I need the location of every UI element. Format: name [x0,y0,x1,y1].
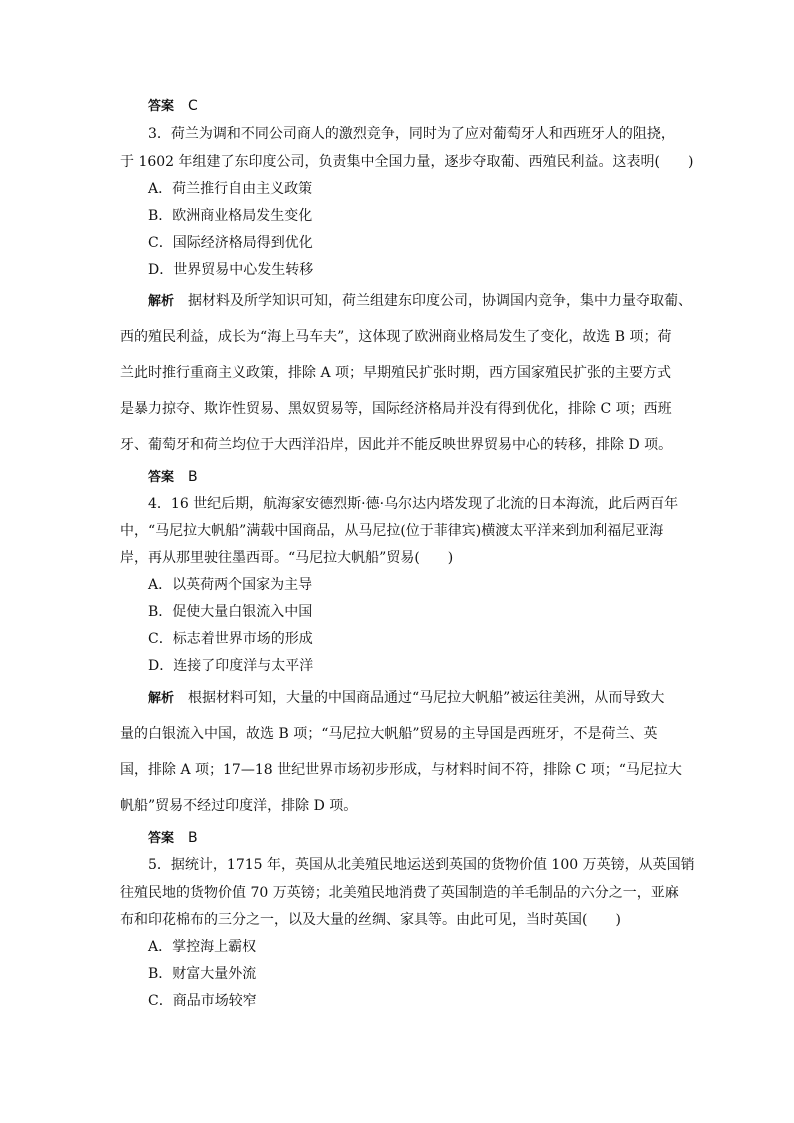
q4-option-b: B．促使大量白银流入中国 [148,604,313,620]
q3-analysis-line-3: 兰此时推行重商主义政策，排除 A 项；早期殖民扩张时期，西方国家殖民扩张的主要方式 [120,365,672,381]
q4-analysis-line-1 [148,688,664,709]
q4-stem-line-3: 岸，再从那里驶往墨西哥。“马尼拉大帆船”贸易( ) [120,550,454,566]
q3-answer-line [148,467,198,488]
q4-option-c: C．标志着世界市场的形成 [148,631,313,647]
q3-option-a: A．荷兰推行自由主义政策 [148,181,313,197]
q5-option-c: C．商品市场较窄 [148,993,257,1009]
analysis-label: 解析 [148,294,175,309]
q4-analysis-line-3: 国，排除 A 项；17—18 世纪世界市场初步形成，与材料时间不符，排除 C 项；“马尼拉大 [120,762,682,778]
q5-stem-line-3: 布和印花棉布的三分之一，以及大量的丝绸、家具等。由此可见，当时英国( ) [120,912,621,928]
q3-analysis-line-1 [148,291,692,312]
analysis-text: 根据材料可知，大量的中国商品通过“马尼拉大帆船”被运往美洲，从而导致大 [188,690,665,706]
q2-answer-line [148,96,198,117]
q3-analysis-line-4: 是暴力掠夺、欺诈性贸易、黑奴贸易等，国际经济格局并没有得到优化，排除 C 项；西班 [120,401,672,417]
q4-option-d: D．连接了印度洋与太平洋 [148,658,314,674]
q4-answer-line [148,828,198,849]
q5-stem-line-2: 往殖民地的货物价值 70 万英镑；北美殖民地消费了英国制造的羊毛制品的六分之一，亚麻 [120,885,679,901]
q4-analysis-line-2: 量的白银流入中国，故选 B 项；“马尼拉大帆船”贸易的主导国是西班牙，不是荷兰、英 [120,726,658,742]
answer-value: C [188,98,198,114]
q3-analysis-line-5: 牙、葡萄牙和荷兰均位于大西洋沿岸，因此并不能反映世界贸易中心的转移，排除 D 项。 [120,437,673,453]
answer-value: B [188,469,198,485]
answer-label: 答案 [148,99,175,114]
q4-option-a: A．以英荷两个国家为主导 [148,577,313,593]
q3-option-c: C．国际经济格局得到优化 [148,235,313,251]
q4-stem-line-1: 4．16 世纪后期，航海家安德烈斯·德·乌尔达内塔发现了北流的日本海流，此后两百年 [148,496,679,512]
q4-stem-line-2: 中，“马尼拉大帆船”满载中国商品，从马尼拉(位于菲律宾)横渡太平洋来到加利福尼亚海 [120,523,664,539]
answer-label: 答案 [148,831,175,846]
q4-analysis-line-4: 帆船”贸易不经过印度洋，排除 D 项。 [120,798,358,814]
answer-value: B [188,830,198,846]
analysis-label: 解析 [148,691,175,706]
q3-option-d: D．世界贸易中心发生转移 [148,262,314,278]
q5-stem-line-1: 5．据统计，1715 年，英国从北美殖民地运送到英国的货物价值 100 万英镑，从英国销 [148,857,695,873]
q5-option-b: B．财富大量外流 [148,966,257,982]
q3-stem-line-2: 于 1602 年组建了东印度公司，负责集中全国力量，逐步夺取葡、西殖民利益。这表明( ) [120,154,694,170]
q3-analysis-line-2: 西的殖民利益，成长为“海上马车夫”，这体现了欧洲商业格局发生了变化，故选 B 项；荷 [120,329,672,345]
answer-label: 答案 [148,470,175,485]
analysis-text: 据材料及所学知识可知，荷兰组建东印度公司，协调国内竞争，集中力量夺取葡、 [188,293,693,309]
q3-option-b: B．欧洲商业格局发生变化 [148,208,313,224]
q3-stem-line-1: 3．荷兰为调和不同公司商人的激烈竞争，同时为了应对葡萄牙人和西班牙人的阻挠， [148,126,675,142]
q5-option-a: A．掌控海上霸权 [148,939,257,955]
